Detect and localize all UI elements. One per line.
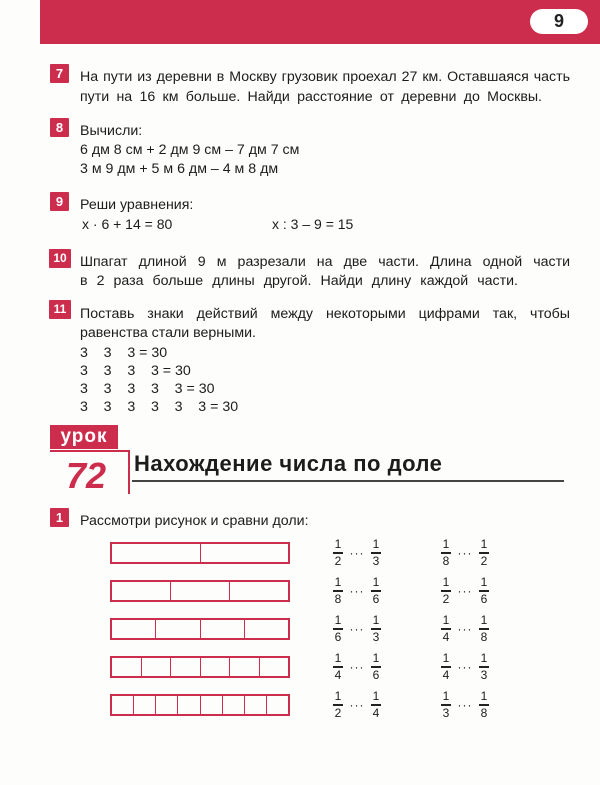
comparison (332, 687, 382, 723)
fraction-denominator: 8 (480, 629, 488, 644)
fraction-denominator: 6 (372, 667, 380, 682)
title-underline (132, 480, 564, 482)
puzzle-row-2: 3 3 3 3 = 30 (80, 363, 191, 379)
task-11-line-1: Поставь знаки действий между некоторыми цифрами так, чтобы (80, 306, 570, 322)
task-8-line-1: Вычисли: (80, 123, 143, 139)
fraction (440, 614, 452, 643)
fraction-denominator: 4 (442, 629, 450, 644)
comparison-placeholder: ··· (349, 584, 365, 598)
strip-cell (171, 658, 201, 676)
strip-cell (201, 620, 245, 638)
fraction-denominator: 6 (334, 629, 342, 644)
strip-cell (112, 582, 171, 600)
strip-cell (156, 620, 200, 638)
puzzle-row-3: 3 3 3 3 3 = 30 (80, 381, 215, 397)
fraction (332, 690, 344, 719)
comparison (332, 611, 382, 647)
fraction (478, 614, 490, 643)
equation-2: x : 3 – 9 = 15 (272, 216, 354, 232)
exercise-1-text: Рассмотри рисунок и сравни доли: (80, 513, 309, 529)
task-10-line-1: Шпагат длиной 9 м разрезали на две части. Длина одной части (80, 254, 570, 270)
fraction-numerator: 1 (372, 537, 380, 552)
comparison (332, 573, 382, 609)
strip-cell (171, 582, 230, 600)
comparison-placeholder: ··· (457, 622, 473, 636)
fraction-numerator: 1 (480, 689, 488, 704)
fraction-numerator: 1 (442, 575, 450, 590)
task-7-line-1: На пути из деревни в Москву грузовик проехал 27 км. Оставшаяся часть (80, 69, 570, 85)
fraction-denominator: 8 (334, 591, 342, 606)
fraction (370, 576, 382, 605)
comparison (332, 535, 382, 571)
comparison-placeholder: ··· (349, 698, 365, 712)
fraction-denominator: 8 (480, 705, 488, 720)
fraction-numerator: 1 (442, 689, 450, 704)
fraction-denominator: 2 (334, 553, 342, 568)
task-number-8: 8 (50, 118, 69, 137)
fraction-denominator: 3 (442, 705, 450, 720)
header-bar (40, 0, 600, 44)
comparison-placeholder: ··· (457, 660, 473, 674)
fraction-numerator: 1 (442, 537, 450, 552)
fraction-numerator: 1 (480, 537, 488, 552)
fraction-numerator: 1 (372, 613, 380, 628)
fraction (478, 576, 490, 605)
fraction-denominator: 4 (442, 667, 450, 682)
fraction-denominator: 6 (480, 591, 488, 606)
strip-cell (112, 544, 201, 562)
fraction (370, 538, 382, 567)
fraction-strip (110, 656, 290, 678)
comparison-placeholder: ··· (457, 698, 473, 712)
comparison-placeholder: ··· (349, 622, 365, 636)
strip-cell (112, 620, 156, 638)
task-number-9: 9 (50, 192, 69, 211)
task-8-line-3: 3 м 9 дм + 5 м 6 дм – 4 м 8 дм (80, 161, 279, 177)
strip-cell (156, 696, 178, 714)
fraction-denominator: 2 (480, 553, 488, 568)
strip-cell (230, 658, 260, 676)
comparison-placeholder: ··· (349, 546, 365, 560)
fraction-denominator: 6 (372, 591, 380, 606)
fraction (478, 652, 490, 681)
fraction-numerator: 1 (334, 613, 342, 628)
fraction-numerator: 1 (372, 689, 380, 704)
strip-cell (112, 658, 142, 676)
task-7-line-2: пути на 16 км больше. Найди расстояние от деревни до Москвы. (80, 89, 542, 105)
fraction-denominator: 8 (442, 553, 450, 568)
fraction-numerator: 1 (334, 537, 342, 552)
fraction-numerator: 1 (372, 575, 380, 590)
fraction-denominator: 3 (372, 553, 380, 568)
fraction-numerator: 1 (442, 613, 450, 628)
fraction (370, 652, 382, 681)
fraction-denominator: 2 (334, 705, 342, 720)
fraction-denominator: 3 (480, 667, 488, 682)
fraction (332, 538, 344, 567)
comparison (332, 649, 382, 685)
strip-cell (267, 696, 288, 714)
fraction (440, 538, 452, 567)
strip-cell (245, 620, 288, 638)
strip-cell (201, 696, 223, 714)
strip-cell (201, 544, 289, 562)
comparison (440, 535, 490, 571)
fraction-denominator: 4 (372, 705, 380, 720)
strip-cell (245, 696, 267, 714)
fraction-numerator: 1 (334, 689, 342, 704)
fraction-numerator: 1 (480, 651, 488, 666)
strip-cell (223, 696, 245, 714)
fraction-numerator: 1 (442, 651, 450, 666)
task-8-line-2: 6 дм 8 см + 2 дм 9 см – 7 дм 7 см (80, 142, 300, 158)
fraction-strip (110, 618, 290, 640)
fraction (478, 538, 490, 567)
strip-cell (112, 696, 134, 714)
fraction (440, 690, 452, 719)
comparison (440, 573, 490, 609)
page-number: 9 (530, 9, 588, 34)
strip-cell (201, 658, 231, 676)
strip-cell (142, 658, 172, 676)
fraction (370, 614, 382, 643)
lesson-tab: урок (50, 425, 118, 449)
fraction-strip (110, 580, 290, 602)
fraction-numerator: 1 (480, 575, 488, 590)
fraction (332, 614, 344, 643)
strip-cell (178, 696, 200, 714)
lesson-title: Нахождение числа по доле (134, 451, 443, 476)
fraction-numerator: 1 (480, 613, 488, 628)
puzzle-row-1: 3 3 3 = 30 (80, 345, 168, 361)
exercise-number-1: 1 (50, 508, 69, 527)
fraction (478, 690, 490, 719)
equation-1: x · 6 + 14 = 80 (82, 216, 173, 232)
fraction-numerator: 1 (372, 651, 380, 666)
fraction (332, 652, 344, 681)
task-9-line-1: Реши уравнения: (80, 197, 194, 213)
comparison (440, 649, 490, 685)
task-number-7: 7 (50, 64, 69, 83)
comparison-placeholder: ··· (457, 584, 473, 598)
lesson-number: 72 (65, 455, 107, 496)
task-11-line-2: равенства стали верными. (80, 325, 256, 341)
comparison (440, 611, 490, 647)
lesson-rule-vertical (128, 450, 130, 494)
fraction-denominator: 3 (372, 629, 380, 644)
fraction-numerator: 1 (334, 575, 342, 590)
lesson-rule (50, 450, 130, 452)
task-10-line-2: в 2 раза больше длины другой. Найди длину каждой части. (80, 273, 518, 289)
fraction-denominator: 2 (442, 591, 450, 606)
fraction (440, 576, 452, 605)
fraction (370, 690, 382, 719)
strip-cell (230, 582, 288, 600)
fraction-strip (110, 542, 290, 564)
task-number-10: 10 (49, 249, 71, 268)
strip-cell (134, 696, 156, 714)
fraction (332, 576, 344, 605)
comparison-placeholder: ··· (457, 546, 473, 560)
fraction-numerator: 1 (334, 651, 342, 666)
fraction-strip (110, 694, 290, 716)
puzzle-row-4: 3 3 3 3 3 3 = 30 (80, 399, 239, 415)
fraction (440, 652, 452, 681)
fraction-denominator: 4 (334, 667, 342, 682)
comparison (440, 687, 490, 723)
task-number-11: 11 (49, 300, 71, 319)
strip-cell (260, 658, 289, 676)
comparison-placeholder: ··· (349, 660, 365, 674)
